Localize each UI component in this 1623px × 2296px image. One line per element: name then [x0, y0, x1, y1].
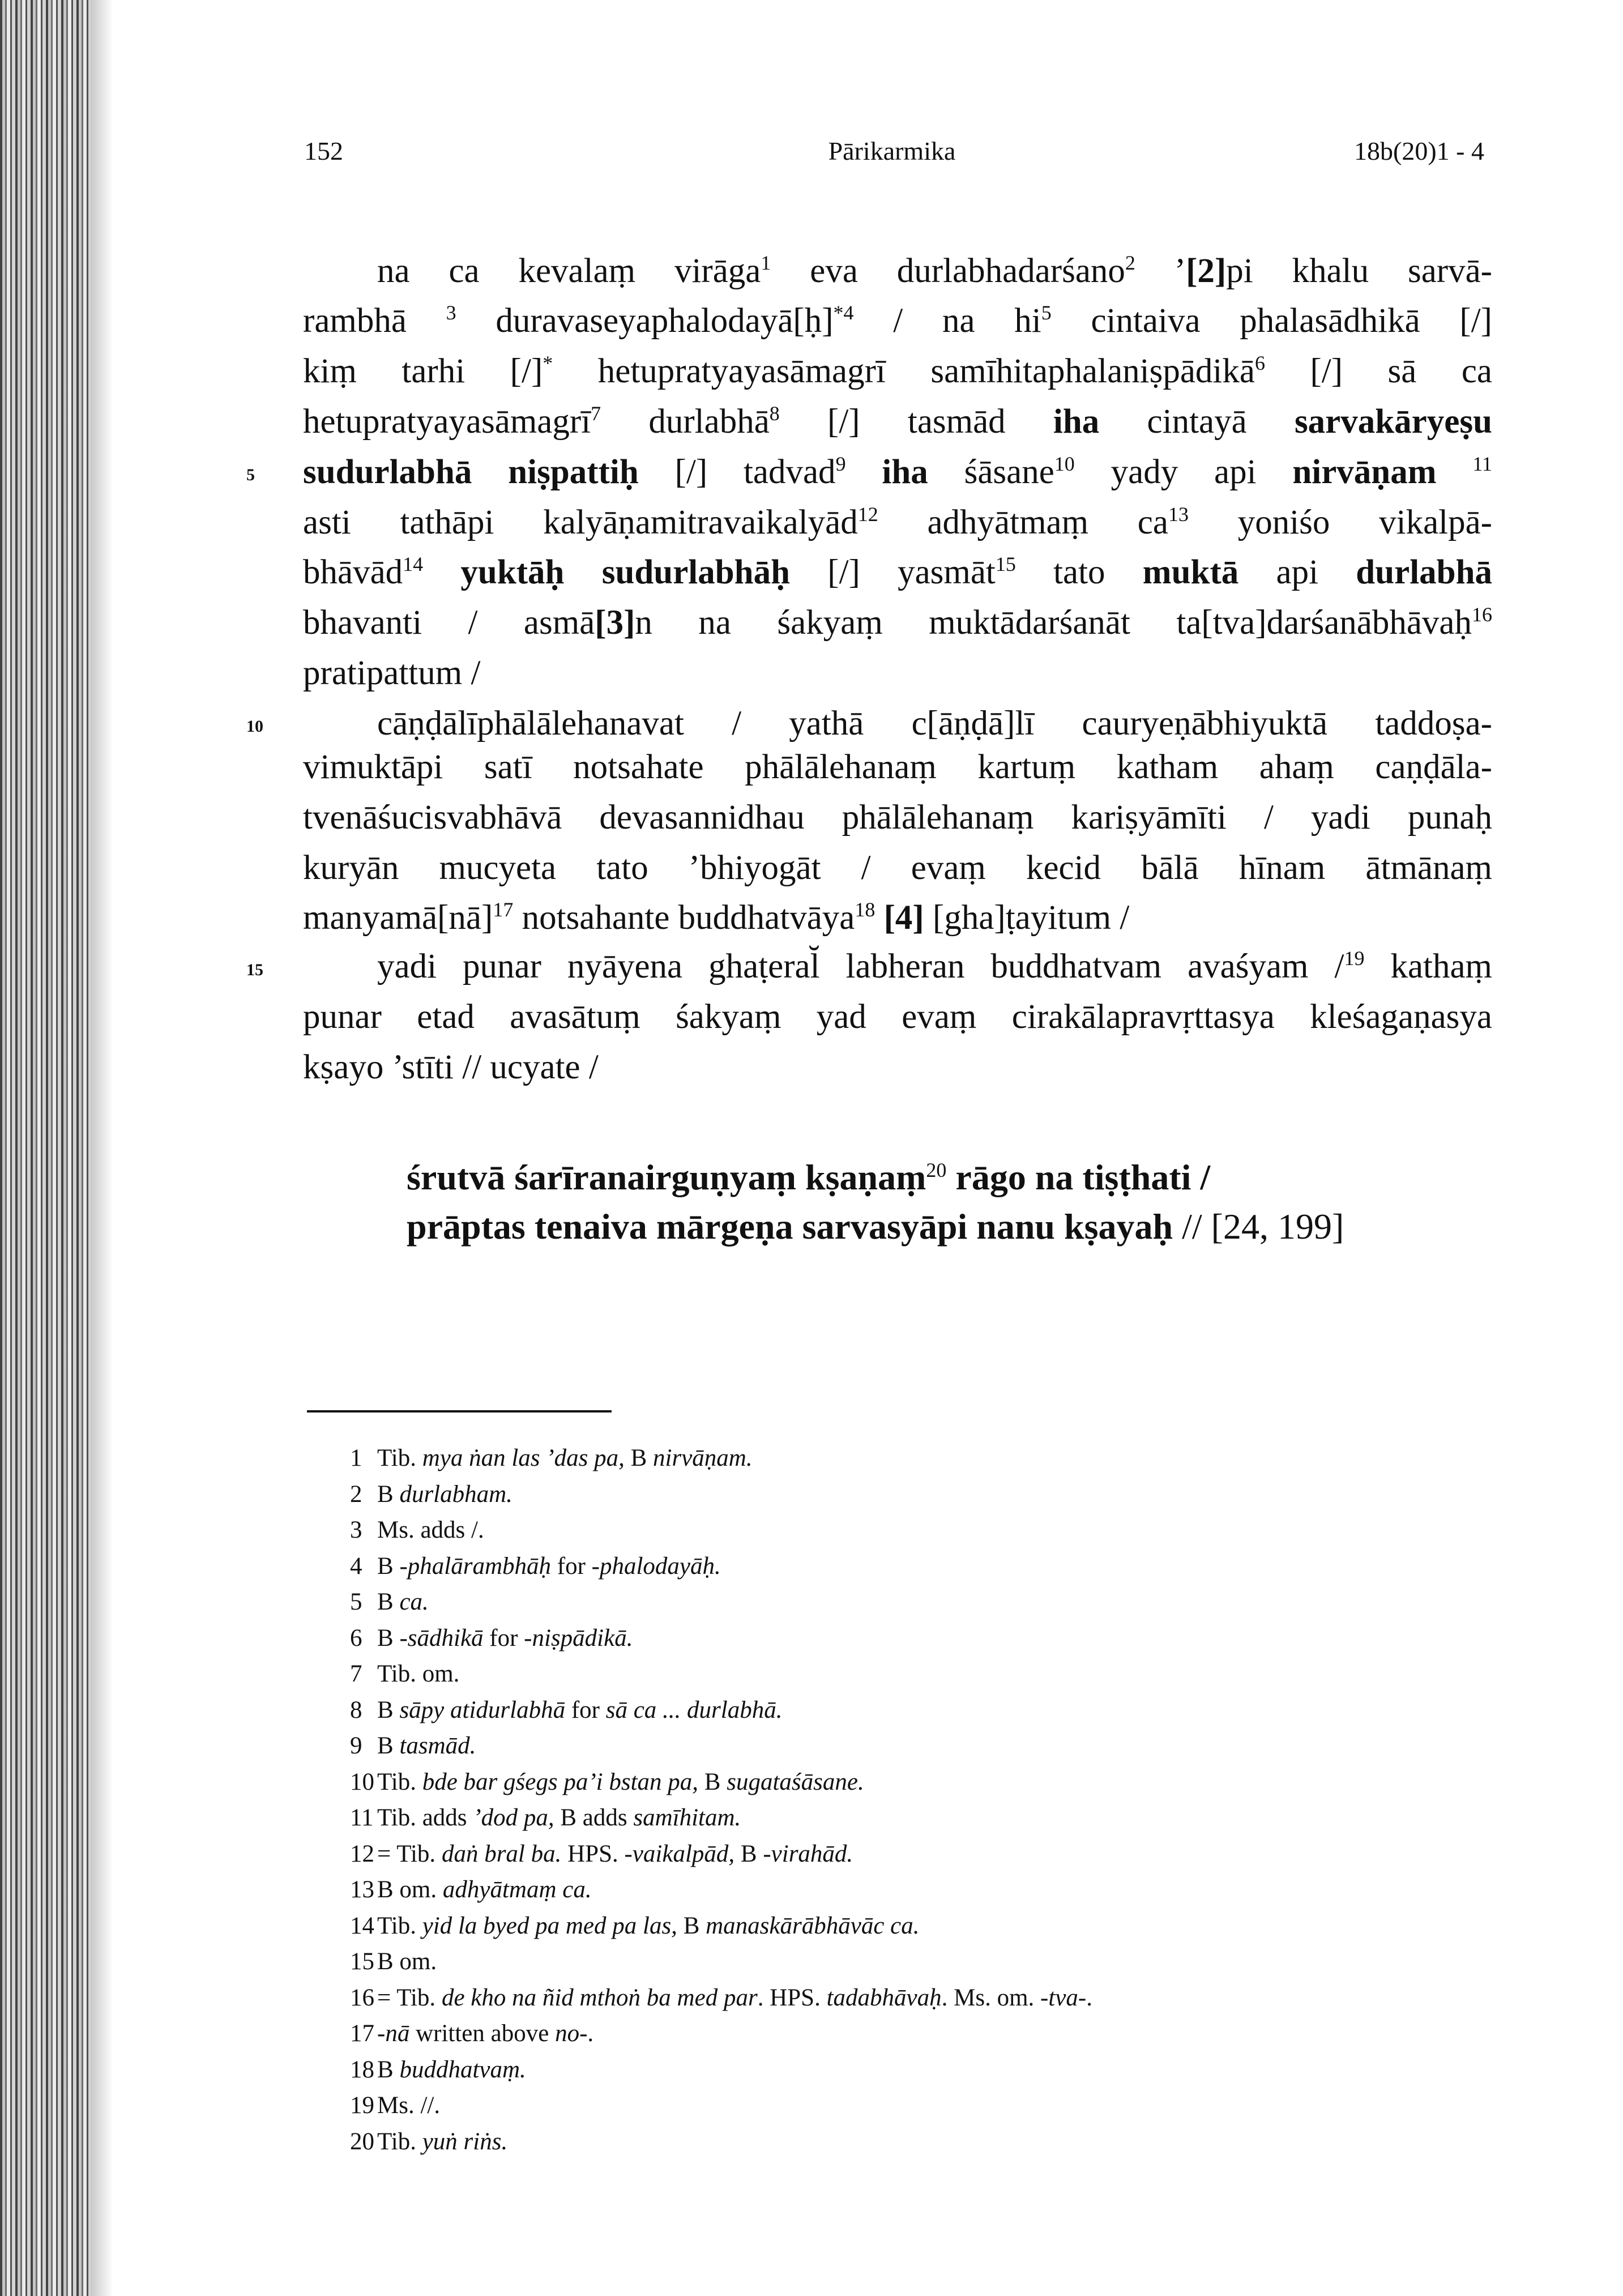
footnote-number: 9: [350, 1732, 362, 1759]
text-segment: written above: [409, 2020, 556, 2047]
text-segment: vimuktāpi satī notsahate phālālehanaṃ kartuṃ katham ahaṃ caṇḍāla-: [303, 748, 1492, 786]
text-segment: adhyātmaṃ ca: [878, 503, 1168, 541]
text-segment: śrutvā śarīranairguṇyaṃ kṣaṇaṃ: [407, 1157, 926, 1197]
footnote: [350, 1620, 633, 1656]
text-segment: yid la byed pa med pa las,: [422, 1912, 677, 1939]
text-segment: nirvāṇam: [1292, 453, 1437, 491]
page-number: 152: [304, 136, 343, 165]
footnote-number: 2: [350, 1480, 362, 1508]
text-segment: [gha]ṭayitum /: [924, 899, 1130, 937]
footnote-number: 3: [350, 1517, 362, 1543]
footnote-marker: 20: [926, 1159, 947, 1181]
text-segment: B: [677, 1912, 706, 1939]
text-segment: Tib.: [377, 1912, 422, 1939]
text-line: [303, 447, 1492, 497]
text-segment: iha: [1053, 403, 1100, 441]
footnote: [350, 2016, 593, 2051]
text-segment: B: [377, 1624, 400, 1651]
footnote: [350, 1836, 853, 1872]
text-segment: HPS.: [561, 1840, 625, 1867]
footnote-number: 5: [350, 1589, 362, 1615]
line-number: 15: [246, 961, 263, 979]
text-segment: kathaṃ: [1364, 948, 1492, 985]
text-segment: = Tib.: [377, 1984, 442, 2011]
text-segment: tasmād.: [399, 1732, 476, 1759]
text-segment: . HPS.: [757, 1984, 827, 2011]
text-segment: B: [377, 1552, 400, 1580]
text-segment: -phalārambhāḥ: [399, 1552, 551, 1580]
running-title: Pārikarmika: [828, 136, 956, 165]
footnote: [350, 1872, 592, 1907]
text-segment: B: [624, 1445, 654, 1471]
book-binding-edge: [0, 0, 91, 2296]
text-segment: B om.: [377, 1948, 437, 1975]
text-line: [303, 497, 1492, 548]
text-segment: kuryān mucyeta tato ’bhiyogāt / evaṃ kecid bālā hīnam ātmānaṃ: [303, 849, 1492, 887]
footnote-marker: 1: [761, 251, 771, 274]
text-segment: -niṣpādikā.: [524, 1624, 633, 1651]
text-segment: -vaikalpād,: [624, 1840, 735, 1867]
text-segment: = Tib.: [377, 1840, 442, 1867]
footnote-marker: 16: [1472, 603, 1492, 626]
footnote-number: 6: [350, 1624, 362, 1651]
footnote-marker: 15: [995, 553, 1016, 575]
text-segment: tadabhāvaḥ: [826, 1984, 942, 2011]
footnote: [350, 1908, 920, 1944]
text-line: [303, 893, 1492, 943]
footnote: [350, 2124, 507, 2160]
text-segment: Ms. //.: [377, 2092, 441, 2119]
footnote-separator: [307, 1410, 612, 1412]
text-segment: de kho na ñid mthoṅ ba med par: [441, 1984, 758, 2011]
footnote: [350, 1944, 437, 1979]
footnote-number: 20: [350, 2128, 374, 2155]
text-segment: Ms. adds /.: [377, 1517, 484, 1543]
text-segment: bde bar gśegs pa’i bstan pa,: [422, 1768, 699, 1795]
text-segment: [846, 453, 882, 491]
text-segment: śāsane: [928, 453, 1054, 491]
text-segment: sugataśāsane.: [727, 1768, 864, 1795]
footnote-marker: 11: [1472, 453, 1493, 475]
footnote-marker: *4: [833, 301, 854, 324]
text-segment: -phalodayāḥ.: [591, 1552, 721, 1580]
text-segment: ’dod pa,: [473, 1804, 554, 1831]
text-segment: api: [1238, 553, 1356, 591]
text-segment: notsahante buddhatvāya: [513, 899, 855, 937]
text-segment: kṣayo ’stīti // ucyate /: [303, 1048, 599, 1086]
text-segment: daṅ bral ba.: [441, 1840, 562, 1867]
text-line: [303, 1042, 1492, 1092]
line-number: 5: [246, 466, 255, 484]
text-segment: iha: [882, 453, 928, 491]
text-segment: samīhitam.: [633, 1804, 741, 1831]
text-segment: yadi punar nyāyena ghaṭeral̆ labheran buddhatvam avaśyam /: [377, 948, 1344, 985]
text-segment: [/] tadvad: [638, 453, 836, 491]
text-segment: B: [377, 1732, 400, 1759]
text-segment: B: [377, 1696, 400, 1723]
footnote-marker: 14: [403, 553, 424, 575]
text-segment: mya ṅan las ’das pa,: [422, 1445, 625, 1471]
text-segment: asti tathāpi kalyāṇamitravaikalyād: [303, 503, 858, 541]
text-segment: yoniśo vikalpā-: [1188, 503, 1492, 541]
text-line: [303, 547, 1492, 598]
footnote-marker: 13: [1168, 503, 1189, 526]
footnote: [350, 2088, 440, 2123]
text-segment: B: [377, 2056, 400, 2083]
text-segment: Tib.: [377, 1768, 422, 1795]
text-segment: [2]: [1186, 252, 1227, 290]
footnote: [350, 1440, 753, 1476]
text-segment: cāṇḍālīphālālehanavat / yathā c[āṇḍā]lī cauryeṇābhiyuktā taddoṣa-: [377, 705, 1492, 742]
text-segment: prāptas tenaiva mārgeṇa sarvasyāpi nanu kṣayaḥ: [407, 1206, 1173, 1247]
text-segment: [/] yasmāt: [790, 553, 996, 591]
text-segment: -tva-: [1040, 1984, 1087, 2011]
footnote-marker: 9: [835, 453, 846, 475]
text-segment: sarvakāryeṣu: [1294, 403, 1492, 441]
footnote-marker: 3: [446, 301, 456, 324]
footnote: [350, 2052, 526, 2088]
text-segment: buddhatvaṃ.: [399, 2056, 526, 2083]
text-segment: -nā: [377, 2020, 410, 2047]
text-segment: adhyātmaṃ ca.: [442, 1876, 592, 1903]
footnote: [350, 1584, 429, 1620]
text-segment: hetupratyayasāmagrī: [303, 403, 591, 441]
text-segment: manyamā[nā]: [303, 899, 493, 937]
text-segment: [/] tasmād: [779, 403, 1053, 441]
footnote-marker: 6: [1254, 352, 1265, 374]
text-line: [303, 648, 1492, 698]
footnote: [350, 1728, 476, 1764]
text-segment: pratipattum /: [303, 654, 481, 692]
text-segment: bhavanti / asmā: [303, 604, 595, 642]
footnote-marker: 5: [1041, 301, 1052, 324]
text-segment: yuṅ riṅs.: [422, 2128, 508, 2155]
text-line: [377, 698, 1492, 749]
text-segment: hetupratyayasāmagrī samīhitaphalaniṣpādikā: [553, 352, 1255, 390]
footnote-marker: 7: [591, 402, 601, 425]
verse-line: [407, 1201, 1344, 1252]
text-segment: -sādhikā: [399, 1624, 484, 1651]
text-segment: [423, 553, 460, 591]
text-segment: durlabham.: [399, 1480, 512, 1508]
text-segment: rāgo na tiṣṭhati /: [946, 1157, 1211, 1197]
text-segment: .: [587, 2020, 594, 2047]
text-line: [303, 346, 1492, 396]
footnote: [350, 1476, 512, 1512]
footnote-number: 19: [350, 2092, 374, 2119]
text-segment: sudurlabhā niṣpattiḥ: [303, 453, 639, 491]
footnote-marker: 19: [1344, 947, 1365, 970]
footnote-marker: 17: [493, 898, 514, 921]
text-segment: ca.: [399, 1589, 429, 1615]
text-segment: [875, 899, 883, 937]
verse-line: [407, 1152, 1210, 1202]
footnote: [350, 1980, 1092, 2016]
text-segment: manaskārābhāvāc ca.: [706, 1912, 920, 1939]
text-segment: yuktāḥ sudurlabhāḥ: [460, 553, 791, 591]
text-line: [303, 742, 1492, 792]
text-segment: for: [565, 1696, 606, 1723]
text-segment: B: [377, 1480, 400, 1508]
text-segment: n na śakyaṃ muktādarśanāt ta[tva]darśanābhāvaḥ: [635, 604, 1472, 642]
footnote-marker: *: [543, 352, 553, 374]
text-segment: tato: [1015, 553, 1143, 591]
footnote-number: 7: [350, 1661, 362, 1687]
text-segment: [1437, 453, 1473, 491]
text-segment: B: [377, 1589, 400, 1615]
text-segment: B: [698, 1768, 727, 1795]
text-segment: durlabhā: [1356, 553, 1492, 591]
footnote-marker: 8: [769, 402, 780, 425]
footnote-marker: 10: [1054, 453, 1075, 475]
text-segment: durlabhā: [601, 403, 770, 441]
text-segment: kiṃ tarhi [/]: [303, 352, 543, 390]
text-segment: pi khalu sarvā-: [1226, 252, 1492, 290]
text-segment: sā ca ... durlabhā.: [605, 1696, 783, 1723]
footnote-number: 10: [350, 1768, 374, 1795]
footnote-number: 8: [350, 1696, 362, 1723]
footnote: [350, 1692, 782, 1728]
text-segment: Tib. adds: [377, 1804, 473, 1831]
footnote: [350, 1548, 721, 1584]
footnote-number: 18: [350, 2056, 374, 2083]
text-line: [377, 941, 1492, 992]
text-segment: B om.: [377, 1876, 443, 1903]
text-segment: .: [1086, 1984, 1092, 2011]
text-segment: na ca kevalaṃ virāga: [377, 252, 761, 290]
text-line: [377, 246, 1492, 296]
text-line: [303, 598, 1492, 648]
text-segment: [/] sā ca: [1265, 352, 1492, 390]
footnote: [350, 1512, 484, 1548]
footnote-number: 13: [350, 1876, 374, 1903]
text-segment: . Ms. om.: [941, 1984, 1041, 2011]
text-segment: for: [551, 1552, 592, 1580]
text-segment: muktā: [1142, 553, 1239, 591]
footnote-number: 1: [350, 1445, 362, 1471]
text-segment: bhāvād: [303, 553, 403, 591]
footnote-number: 17: [350, 2020, 374, 2047]
footnote-number: 11: [350, 1804, 374, 1831]
text-line: [303, 296, 1492, 346]
text-segment: for: [483, 1624, 524, 1651]
text-segment: punar etad avasātuṃ śakyaṃ yad evaṃ cirakālapravṛttasya kleśagaṇasya: [303, 998, 1492, 1036]
text-segment: duravaseyaphalodayā[ḥ]: [456, 302, 834, 340]
footnote: [350, 1656, 459, 1692]
text-segment: B: [734, 1840, 763, 1867]
text-line: [303, 792, 1492, 843]
text-segment: / na hi: [853, 302, 1041, 340]
text-line: [303, 396, 1492, 447]
footnote-number: 15: [350, 1948, 374, 1975]
text-segment: no-: [555, 2020, 588, 2047]
footnote-number: 4: [350, 1552, 362, 1580]
text-segment: nirvāṇam.: [653, 1445, 753, 1471]
manuscript-reference: 18b(20)1 - 4: [1354, 136, 1484, 165]
text-segment: Tib.: [377, 1445, 422, 1471]
text-segment: B adds: [554, 1804, 634, 1831]
text-segment: cintaiva phalasādhikā [/]: [1051, 302, 1492, 340]
text-segment: eva durlabhadarśano: [771, 252, 1125, 290]
text-segment: [3]: [595, 604, 635, 642]
line-number: 10: [246, 717, 263, 736]
text-segment: sāpy atidurlabhā: [399, 1696, 566, 1723]
text-segment: Tib. om.: [377, 1661, 460, 1687]
footnote: [350, 1764, 864, 1800]
text-segment: Tib.: [377, 2128, 422, 2155]
text-line: [303, 843, 1492, 893]
footnote-number: 14: [350, 1912, 374, 1939]
text-line: [303, 992, 1492, 1042]
text-segment: cintayā: [1099, 403, 1295, 441]
text-segment: tvenāśucisvabhāvā devasannidhau phālālehanaṃ kariṣyāmīti / yadi punaḥ: [303, 799, 1492, 837]
text-segment: [4]: [883, 899, 924, 937]
text-segment: ’: [1135, 252, 1186, 290]
footnote-number: 16: [350, 1984, 374, 2011]
footnote: [350, 1800, 741, 1836]
text-segment: // [24, 199]: [1173, 1206, 1344, 1247]
footnote-marker: 18: [855, 898, 875, 921]
text-segment: yady api: [1074, 453, 1293, 491]
footnote-marker: 12: [857, 503, 878, 526]
text-segment: -virahād.: [763, 1840, 853, 1867]
footnote-marker: 2: [1125, 251, 1135, 274]
footnote-number: 12: [350, 1840, 374, 1867]
text-segment: rambhā: [303, 302, 446, 340]
